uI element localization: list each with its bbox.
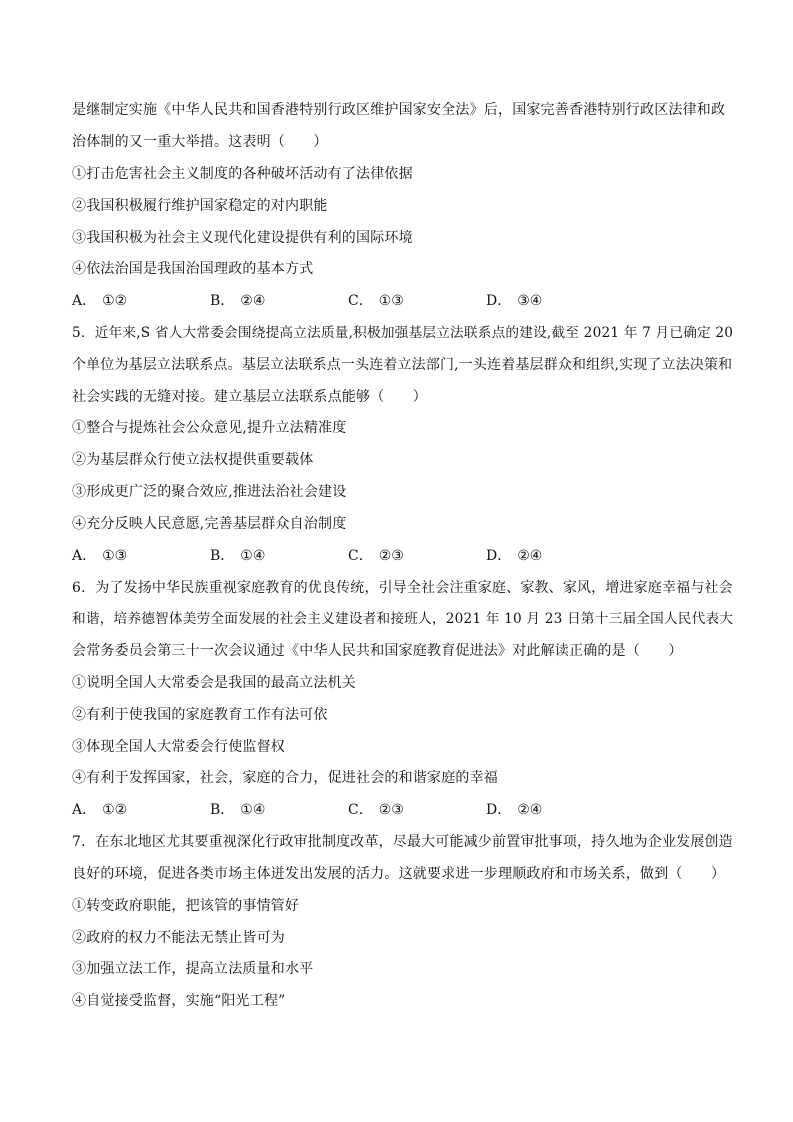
q6-option-a[interactable] bbox=[72, 800, 127, 820]
q6-option-b[interactable] bbox=[210, 800, 265, 820]
q6-stem-line-2: 和谐，培养德智体美劳全面发展的社会主义建设者和接班人，2021 年 10 月 23 日第十三届全国人民代表大 bbox=[72, 611, 734, 627]
q7-stem-line-2: 良好的环境，促进各类市场主体迸发出发展的活力。这就要求进一步理顺政府和市场关系，做到（ ） bbox=[72, 866, 726, 882]
option-key: C． bbox=[348, 293, 373, 309]
option-value: ①④ bbox=[240, 802, 266, 818]
option-key: C． bbox=[348, 802, 373, 818]
q6-options bbox=[72, 800, 722, 820]
q5-options bbox=[72, 546, 722, 566]
q4-options bbox=[72, 291, 722, 311]
option-value: ①② bbox=[102, 293, 128, 309]
q4-option-d[interactable] bbox=[486, 291, 542, 311]
q4-option-c[interactable] bbox=[348, 291, 404, 311]
option-key: A． bbox=[72, 293, 97, 309]
q6-item-1: ①说明全国人大常委会是我国的最高立法机关 bbox=[72, 675, 356, 691]
q4-option-a[interactable] bbox=[72, 291, 127, 311]
q6-option-c[interactable] bbox=[348, 800, 404, 820]
q6-item-3: ③体现全国人大常委会行使监督权 bbox=[72, 739, 285, 755]
q6-item-2: ②有利于使我国的家庭教育工作有法可依 bbox=[72, 707, 328, 723]
q4-option-b[interactable] bbox=[210, 291, 265, 311]
option-value: ①③ bbox=[102, 548, 128, 564]
q5-item-4: ④充分反映人民意愿,完善基层群众自治制度 bbox=[72, 516, 347, 532]
q4-item-1: ①打击危害社会主义制度的各种破坏活动有了法律依据 bbox=[72, 166, 413, 182]
q7-item-2: ②政府的权力不能法无禁止皆可为 bbox=[72, 930, 285, 946]
q5-item-2: ②为基层群众行使立法权提供重要载体 bbox=[72, 452, 314, 468]
option-key: B． bbox=[210, 548, 235, 564]
option-key: D． bbox=[486, 802, 512, 818]
option-value: ②④ bbox=[517, 802, 543, 818]
option-key: D． bbox=[486, 548, 512, 564]
option-value: ①③ bbox=[378, 293, 404, 309]
q5-stem-line-1: 5．近年来,S 省人大常委会围绕提高立法质量,积极加强基层立法联系点的建设,截至 2021 年 7 月已确定 20 bbox=[72, 325, 734, 341]
q5-item-3: ③形成更广泛的聚合效应,推进法治社会建设 bbox=[72, 484, 347, 500]
q7-item-4: ④自觉接受监督，实施“阳光工程” bbox=[72, 993, 286, 1009]
option-value: ①② bbox=[102, 802, 128, 818]
q5-item-1: ①整合与提炼社会公众意见,提升立法精准度 bbox=[72, 420, 347, 436]
option-key: C． bbox=[348, 548, 373, 564]
q4-stem-line-2: 治体制的又一重大举措。这表明（ ） bbox=[72, 134, 328, 150]
q4-item-2: ②我国积极履行维护国家稳定的对内职能 bbox=[72, 198, 328, 214]
q5-stem-line-3: 社会实践的无缝对接。建立基层立法联系点能够（ ） bbox=[72, 389, 427, 405]
q5-stem-line-2: 个单位为基层立法联系点。基层立法联系点一头连着立法部门,一头连着基层群众和组织,实现了立法决策和 bbox=[72, 357, 733, 373]
option-key: D． bbox=[486, 293, 512, 309]
q6-stem-line-1: 6．为了发扬中华民族重视家庭教育的优良传统，引导全社会注重家庭、家教、家风，增进家庭幸福与社会 bbox=[72, 580, 733, 596]
option-key: A． bbox=[72, 548, 97, 564]
q6-stem-line-3: 会常务委员会第三十一次会议通过《中华人民共和国家庭教育促进法》对此解读正确的是（ ） bbox=[72, 643, 683, 659]
q5-option-b[interactable] bbox=[210, 546, 265, 566]
q7-stem-line-1: 7．在东北地区尤其要重视深化行政审批制度改革，尽最大可能减少前置审批事项，持久地为企业发展创造 bbox=[72, 834, 733, 850]
q4-item-3: ③我国积极为社会主义现代化建设提供有利的国际环境 bbox=[72, 230, 413, 246]
option-key: B． bbox=[210, 802, 235, 818]
q6-item-4: ④有利于发挥国家，社会，家庭的合力，促进社会的和谐家庭的幸福 bbox=[72, 770, 498, 786]
q7-item-3: ③加强立法工作，提高立法质量和水平 bbox=[72, 961, 314, 977]
q5-option-a[interactable] bbox=[72, 546, 127, 566]
option-value: ①④ bbox=[240, 548, 266, 564]
option-value: ②④ bbox=[517, 548, 543, 564]
option-value: ②④ bbox=[240, 293, 266, 309]
option-key: B． bbox=[210, 293, 235, 309]
q5-option-c[interactable] bbox=[348, 546, 404, 566]
option-value: ③④ bbox=[517, 293, 543, 309]
option-key: A． bbox=[72, 802, 97, 818]
option-value: ②③ bbox=[378, 548, 404, 564]
q5-option-d[interactable] bbox=[486, 546, 542, 566]
q6-option-d[interactable] bbox=[486, 800, 542, 820]
q4-item-4: ④依法治国是我国治国理政的基本方式 bbox=[72, 261, 314, 277]
q7-item-1: ①转变政府职能，把该管的事情管好 bbox=[72, 898, 300, 914]
q4-stem-line-1: 是继制定实施《中华人民共和国香港特别行政区维护国家安全法》后，国家完善香港特别行政区法律和政 bbox=[72, 102, 726, 118]
option-value: ②③ bbox=[378, 802, 404, 818]
